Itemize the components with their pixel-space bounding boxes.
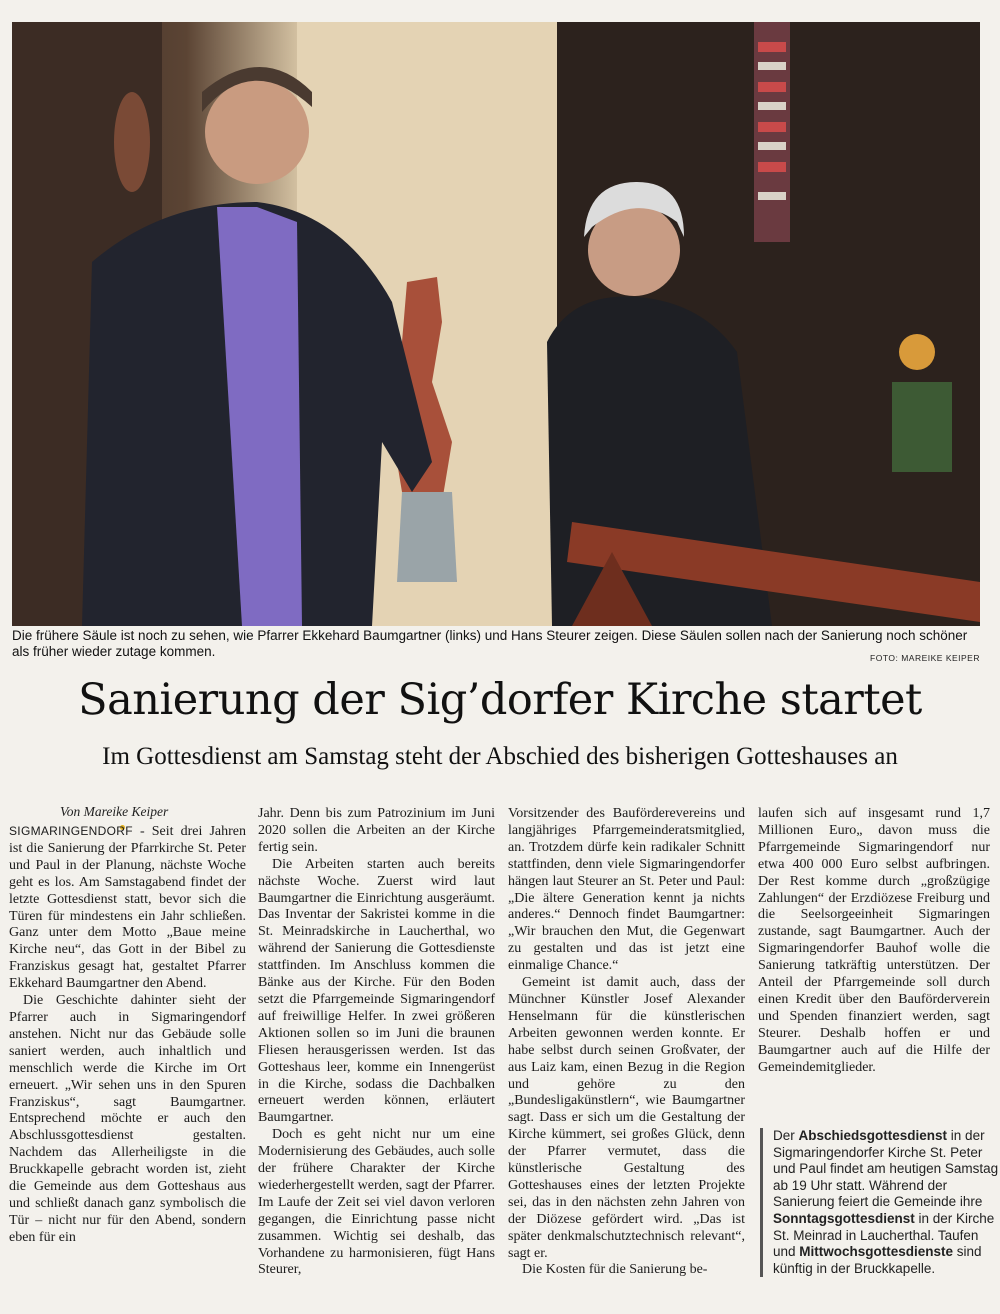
- article-headline: Sanierung der Sig’dorfer Kirche startet: [78, 675, 922, 725]
- info-highlight: Sonntagsgottesdienst: [773, 1210, 915, 1226]
- info-text: in der Kirche St. Meinrad in Laucherthal. Taufen und: [773, 1210, 995, 1260]
- column-4: [758, 806, 990, 1077]
- paragraph: Jahr. Denn bis zum Patrozinium im Juni 2020 sollen die Arbeiten an der Kirche fertig sein.: [258, 806, 495, 855]
- info-highlight: Mittwochsgottesdienste: [799, 1244, 954, 1260]
- column-2: [258, 806, 495, 1279]
- dateline: SIGMARINGENDORF: [9, 824, 133, 838]
- paragraph: Die Arbeiten starten auch bereits nächste Woche. Zuerst wird laut Baumgartner die Einrichtung ausgeräumt. Das Inventar der Sakristei komme in die St. Meinradskirche in Laucherthal, wo während der Sanierung die Gottesdienste stattfinden. Im Anschluss kommen die Bänke aus der Kirche. Für den Boden setzt die Pfarrgemeinde Sigmaringendorf auf freiwillige Helfer. In zwei größeren Aktionen sollen so im Juni die braunen Fliesen herausgerissen werden. Ist das Gotteshaus leer, komme ein Innengerüst in die Kirche, sodass die Dachbalken erneuert werden können, erläutert Baumgartner.: [258, 856, 495, 1126]
- paragraph: Die Geschichte dahinter sieht der Pfarrer auch in Sigmaringendorf anstehen. Nicht nur das Gebäude solle saniert werden, auch inhaltlich und menschlich werde die Kirche im Ort erneuert. „Wir sehen uns in den Spuren Franziskus“, sagt Baumgartner. Entsprechend möchte er auch den Abschlussgottesdienst gestalten. Nachdem das Allerheiligste in die Bruckkapelle gebracht worden ist, zieht die Gemeinde aus dem Gotteshaus aus und schließt danach ganz symbolisch die Tür – nicht nur für den Abend, sondern eben für ein: [9, 993, 246, 1245]
- column-1: [9, 823, 246, 1247]
- info-text: sind künftig in der Bruckkapelle.: [773, 1244, 982, 1276]
- info-text: in der Sigmaringendorfer Kirche St. Peter und Paul findet am heutigen Samstag ab 19 Uhr statt. Während der Sanierung feiert die Gemeinde ihre: [773, 1128, 999, 1210]
- paragraph: laufen sich auf insgesamt rund 1,7 Millionen Euro„ davon muss die Pfarrgemeinde Sigmaringendorf nur etwa 400 000 Euro selbst aufbringen. Der Rest komme durch „großzügige Zahlungen“ der Erzdiözese Freiburg und die Seelsorgeeinheit Sigmaringen zustande, sagt Baumgartner. Auch der Sigmaringendorfer Bauhof wolle die Sanierung tatkräftig unterstützen. Der Anteil der Pfarrgemeinde soll durch einen Kredit über den Bauförderverein und Spenden finanziert werden, sagt Steurer. Deshalb hoffen er und Baumgartner auch auf die Hilfe der Gemeindemitglieder.: [758, 806, 990, 1075]
- photo-caption: Die frühere Säule ist noch zu sehen, wie Pfarrer Ekkehard Baumgartner (links) und Hans Steurer zeigen. Diese Säulen sollen nach der Sanierung noch schöner als früher wieder zutage kommen.: [12, 628, 968, 659]
- paragraph: Die Kosten für die Sanierung be-: [522, 1262, 708, 1278]
- paragraph: [9, 823, 246, 993]
- info-box: [760, 1128, 1000, 1277]
- photo-illustration: [12, 22, 980, 626]
- column-3: [508, 806, 745, 1279]
- photo-credit: FOTO: MAREIKE KEIPER: [870, 653, 980, 663]
- info-text: Der: [773, 1128, 799, 1143]
- paragraph: Doch es geht nicht nur um eine Modernisierung des Gebäudes, auch solle der frühere Charakter der Kirche wiederhergestellt werden, sagt der Pfarrer. Im Laufe der Zeit sei viel davon verloren gegangen, die Einrichtung passe nicht zusammen. Wichtig sei deshalb, das Vorhandene zu harmonisieren, fügt Hans Steurer,: [258, 1127, 495, 1278]
- article-subline: Im Gottesdienst am Samstag steht der Abschied des bisherigen Gotteshauses an: [102, 743, 898, 770]
- paragraph: Vorsitzender des Bauförderevereins und langjähriges Pfarrgemeinderatsmitglied, an. Trotzdem dürfe kein radikaler Schnitt stattfinden, denn viele Sigmaringendorfer hängen laut Steurer an St. Peter und Paul: „Die ältere Generation kennt ja nichts anderes.“ Dennoch findet Baumgartner: „Wir brauchen den Mut, die Gegenwart zu gestalten und das ist jetzt eine einmalige Chance.“: [508, 806, 745, 974]
- byline: Von Mareike Keiper: [60, 804, 169, 819]
- article-photo: [12, 22, 980, 626]
- paragraph-text: - Seit drei Jahren ist die Sanierung der Pfarrkirche St. Peter und Paul in der Planung, nächste Woche geht es los. Am Samstagabend findet der letzte Gottesdienst statt, bevor sich die Türen für mindestens ein Jahr schließen. Ganz unter dem Motto „Baue meine Kirche neu“, das Gott in der Bibel zu Franziskus gesagt hat, gestaltet Pfarrer Ekkehard Baumgartner den Abend.: [9, 824, 246, 992]
- paragraph: Gemeint ist damit auch, dass der Münchner Künstler Josef Alexander Henselmann für die künstlerischen Arbeiten gewonnen werden konnte. Er habe selbst durch seinen Großvater, der aus Laiz kam, einen Bezug in die Region und gehöre zu den „Bundesligakünstlern“, wie Baumgartner sagt. Dass er sich um die Gestaltung der Kirche kümmert, sei großes Glück, denn der Pfarrer vermutet, dass die künstlerische Gestaltung des Gotteshauses eines der letzten Projekte sei, das in den nächsten zehn Jahren von der Diözese gefördert wird. „Das ist später denkmalschutztechnisch relevant“, sagt er.: [508, 975, 745, 1261]
- info-highlight: Abschiedsgottesdienst: [798, 1128, 948, 1143]
